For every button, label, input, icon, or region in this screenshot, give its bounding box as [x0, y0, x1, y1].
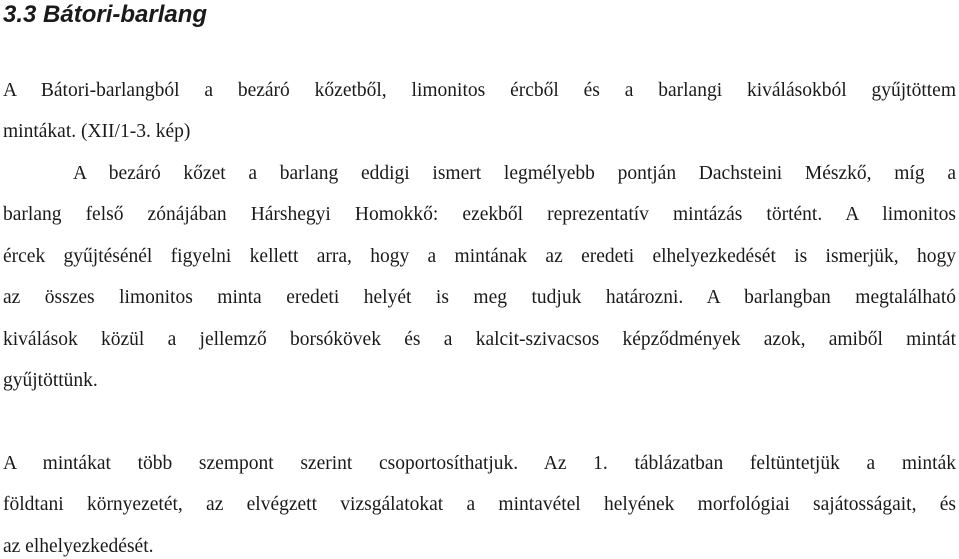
text-line: földtani környezetét, az elvégzett vizsgálatokat a mintavétel helyének morfológiai sajátosságait, és — [3, 494, 956, 515]
text-line: az elhelyezkedését. — [3, 536, 154, 557]
text-line: mintákat. (XII/1-3. kép) — [3, 121, 191, 142]
text-line: A Bátori-barlangból a bezáró kőzetből, limonitos ércből és a barlangi kiválásokból gyűjtöttem — [3, 80, 956, 101]
text-line: ércek gyűjtésénél figyelni kellett arra, hogy a mintának az eredeti elhelyezkedését is ismerjük, hogy — [3, 246, 956, 267]
text-line: gyűjtöttünk. — [3, 370, 98, 391]
text-line: barlang felső zónájában Hárshegyi Homokkő: ezekből reprezentatív mintázás történt. A limonitos — [3, 204, 956, 225]
text-line: A bezáró kőzet a barlang eddigi ismert legmélyebb pontján Dachsteini Mészkő, míg a — [73, 163, 956, 184]
text-line: kiválások közül a jellemző borsókövek és a kalcit-szivacsos képződmények azok, amiből mintát — [3, 329, 956, 350]
text-line: A mintákat több szempont szerint csoportosíthatjuk. Az 1. táblázatban feltüntetjük a minták — [3, 453, 956, 474]
section-heading: 3.3 Bátori-barlang — [3, 1, 208, 28]
text-line: az összes limonitos minta eredeti helyét is meg tudjuk határozni. A barlangban megtalálható — [3, 287, 956, 308]
